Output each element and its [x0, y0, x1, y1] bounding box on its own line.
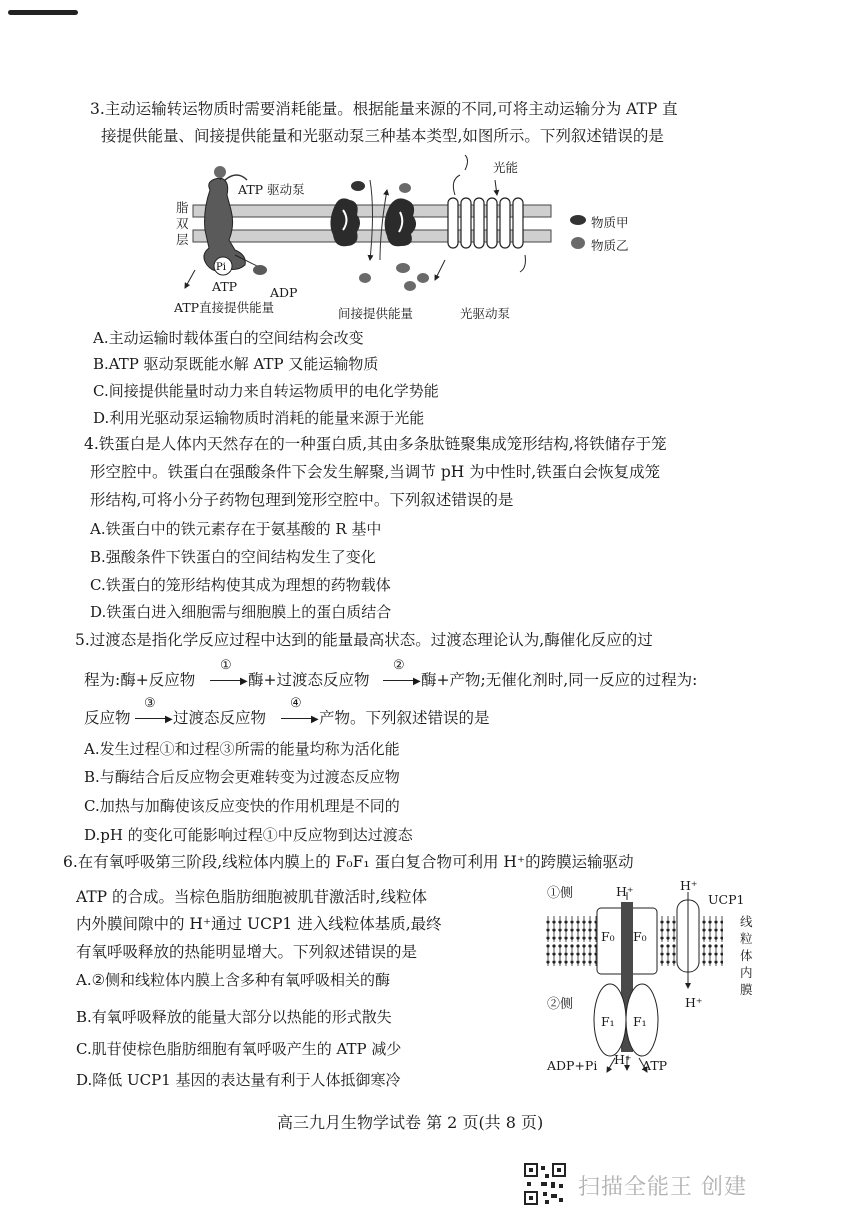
- atp-label: ATP: [212, 279, 238, 294]
- side-2-label: ②侧: [547, 997, 574, 1012]
- caption-direct: ATP直接提供能量: [174, 300, 275, 315]
- lipid-bilayer-char-2: 双: [176, 216, 189, 231]
- q5-option-d: D.pH 的变化可能影响过程①中反应物到达过渡态: [84, 826, 413, 844]
- proton-label-ucp1: H⁺: [680, 878, 698, 893]
- q6-stem-line1: 6.在有氧呼吸第三阶段,线粒体内膜上的 F₀F₁ 蛋白复合物可利用 H⁺的跨膜运输驱动: [63, 853, 634, 871]
- q5-enzyme-path-c: 酶+产物;无催化剂时,同一反应的过程为:: [421, 671, 698, 689]
- q4-stem-line1: 4.铁蛋白是人体内天然存在的一种蛋白质,其由多条肽链聚集成笼形结构,将铁储存于笼: [84, 435, 667, 453]
- exam-page: 3.主动运输转运物质时需要消耗能量。根据能量来源的不同,可将主动运输分为 ATP 直 接提供能量、间接提供能量和光驱动泵三种基本类型,如图所示。下列叙述错误的是 Pi ATP 驱动泵 光能 脂 双 层 ATP ADP ATP直接提供能量 间接提供能量 光驱动泵 物质甲 物质乙 A.主动运输时载体蛋白的空间结构会改变 B.ATP 驱动泵既能水解 ATP 又能运输物质 C.间接提供能量时动力来自转运物质甲的电化学势能 D.利用光驱动泵运输物质时消耗的能量来源于光能 4.铁蛋白是人体内天然存在的一种蛋白质,其由多条肽链聚集成笼形结构,将铁储存于笼 形空腔中。铁蛋白在强酸条件下会发生解聚,当调节 pH 为中性时,铁蛋白会恢复成笼 形结构,可将小分子药物包理到笼形空腔中。下列叙述错误的是 A.铁蛋白中的铁元素存在于氨基酸的 R 基中 B.强酸条件下铁蛋白的空间结构发生了变化 C.铁蛋白的笼形结构使其成为理想的药物载体 D.铁蛋白进入细胞需与细胞膜上的蛋白质结合 5.过渡态是指化学反应过程中达到的能量最高状态。过渡态理论认为,酶催化反应的过 程为:酶+反应物 ① ▶ 酶+过渡态反应物 ② ▶ 酶+产物;无催化剂时,同一反应的过程为: 反应物 ③ ▶ 过渡态反应物 ④ ▶ 产物。下列叙述错误的是 A.发生过程①和过程③所需的能量均称为活化能 B.与酶结合后反应物会更难转变为过渡态反应物 C.加热与加酶使该反应变快的作用机理是不同的 D.pH 的变化可能影响过程①中反应物到达过渡态 6.在有氧呼吸第三阶段,线粒体内膜上的 F₀F₁ 蛋白复合物可利用 H⁺的跨膜运输驱动 ATP 的合成。当棕色脂肪细胞被肌苷激活时,线粒体 内外膜间隙中的 H⁺通过 UCP1 进入线粒体基质,最终 有氧呼吸释放的热能明显增大。下列叙述错误的是 A.②侧和线粒体内膜上含多种有氧呼吸相关的酶 B.有氧呼吸释放的能量大部分以热能的形式散失 C.肌苷使棕色脂肪细胞有氧呼吸产生的 ATP 减少 D.降低 UCP1 基因的表达量有利于人体抵御寒冷 ①侧 ②侧 H⁺ H⁺ UCP1 H⁺ F₀ F₀ F₁ F₁ 线 粒 体 内 膜 ADP+Pi H⁺ ATP 高三九月生物学试卷 第 2 页(共 8 页) 扫描全能王 创建: [0, 0, 867, 1227]
- q5-enzyme-path-b: 酶+过渡态反应物: [248, 671, 370, 689]
- q6-stem-line3: 内外膜间隙中的 H⁺通过 UCP1 进入线粒体基质,最终: [76, 915, 442, 933]
- scanner-watermark: 扫描全能王 创建: [578, 1175, 747, 1200]
- legend-substance-b: 物质乙: [591, 238, 629, 253]
- q3-transport-figure: [165, 150, 685, 320]
- adp-pi-label: ADP+Pi: [547, 1058, 598, 1073]
- q5-option-a: A.发生过程①和过程③所需的能量均称为活化能: [84, 740, 400, 758]
- process-1-marker: ①: [220, 658, 232, 673]
- q6-option-a: A.②侧和线粒体内膜上含多种有氧呼吸相关的酶: [76, 971, 391, 989]
- membrane-char-3: 体: [740, 948, 753, 963]
- proton-label-matrix: H⁺: [685, 995, 703, 1010]
- atp-pump-label: ATP 驱动泵: [238, 182, 305, 197]
- q3-stem-line1: 3.主动运输转运物质时需要消耗能量。根据能量来源的不同,可将主动运输分为 ATP 直: [90, 100, 678, 118]
- side-1-label: ①侧: [547, 886, 574, 901]
- q5-uncatalyzed-c: 产物。下列叙述错误的是: [319, 709, 490, 727]
- q5-option-b: B.与酶结合后反应物会更难转变为过渡态反应物: [84, 768, 400, 786]
- caption-light-pump: 光驱动泵: [460, 306, 511, 321]
- atp-product-label: ATP: [642, 1058, 668, 1073]
- process-3-arrow: [135, 718, 169, 719]
- legend-substance-a: 物质甲: [591, 215, 629, 230]
- page-footer: 高三九月生物学试卷 第 2 页(共 8 页): [277, 1113, 544, 1132]
- f1-left-label: F₁: [601, 1014, 615, 1029]
- qr-code-icon: [523, 1162, 567, 1206]
- light-energy-label: 光能: [493, 160, 519, 175]
- q6-option-d: D.降低 UCP1 基因的表达量有利于人体抵御寒冷: [76, 1071, 401, 1089]
- q3-stem-line2: 接提供能量、间接提供能量和光驱动泵三种基本类型,如图所示。下列叙述错误的是: [101, 127, 664, 145]
- q6-option-c: C.肌苷使棕色脂肪细胞有氧呼吸产生的 ATP 减少: [76, 1040, 402, 1058]
- q6-stem-line2: ATP 的合成。当棕色脂肪细胞被肌苷激活时,线粒体: [76, 888, 427, 906]
- lipid-bilayer-char-1: 脂: [176, 200, 189, 215]
- f1-right-label: F₁: [633, 1014, 647, 1029]
- process-3-marker: ③: [144, 696, 156, 711]
- proton-label-bottom: H⁺: [614, 1052, 632, 1067]
- q5-option-c: C.加热与加酶使该反应变快的作用机理是不同的: [84, 797, 400, 815]
- membrane-char-5: 膜: [740, 982, 753, 997]
- process-2-arrow: [383, 680, 417, 681]
- q5-stem-line1: 5.过渡态是指化学反应过程中达到的能量最高状态。过渡态理论认为,酶催化反应的过: [75, 631, 653, 649]
- q6-mitochondria-figure: [545, 880, 755, 1080]
- q6-stem-line4: 有氧呼吸释放的热能明显增大。下列叙述错误的是: [76, 943, 418, 961]
- q4-stem-line2: 形空腔中。铁蛋白在强酸条件下会发生解聚,当调节 pH 为中性时,铁蛋白会恢复成笼: [90, 463, 661, 481]
- q3-option-c: C.间接提供能量时动力来自转运物质甲的电化学势能: [93, 382, 439, 400]
- q3-option-d: D.利用光驱动泵运输物质时消耗的能量来源于光能: [93, 409, 425, 427]
- proton-label-top: H⁺: [616, 884, 634, 899]
- lipid-bilayer-char-3: 层: [176, 232, 189, 247]
- caption-indirect: 间接提供能量: [338, 306, 414, 321]
- process-4-marker: ④: [290, 696, 302, 711]
- process-4-arrow: [281, 718, 315, 719]
- q4-option-c: C.铁蛋白的笼形结构使其成为理想的药物载体: [90, 576, 391, 594]
- q4-option-d: D.铁蛋白进入细胞需与细胞膜上的蛋白质结合: [90, 603, 392, 621]
- q4-option-a: A.铁蛋白中的铁元素存在于氨基酸的 R 基中: [90, 520, 382, 538]
- membrane-char-2: 粒: [740, 931, 753, 946]
- q4-option-b: B.强酸条件下铁蛋白的空间结构发生了变化: [90, 548, 376, 566]
- process-2-marker: ②: [393, 658, 405, 673]
- scan-edge-mark: [8, 10, 78, 15]
- membrane-char-1: 线: [740, 914, 753, 929]
- q5-uncatalyzed-b: 过渡态反应物: [173, 709, 267, 727]
- adp-label: ADP: [270, 285, 298, 300]
- q5-uncatalyzed-a: 反应物: [84, 709, 131, 727]
- membrane-char-4: 内: [740, 965, 753, 980]
- f0-right-label: F₀: [633, 929, 647, 944]
- svg-text:Pi: Pi: [216, 262, 226, 273]
- q6-option-b: B.有氧呼吸释放的能量大部分以热能的形式散失: [76, 1008, 392, 1026]
- q3-option-b: B.ATP 驱动泵既能水解 ATP 又能运输物质: [93, 355, 379, 373]
- q3-option-a: A.主动运输时载体蛋白的空间结构会改变: [93, 329, 364, 347]
- f0-left-label: F₀: [601, 929, 615, 944]
- ucp1-label: UCP1: [708, 892, 745, 907]
- process-1-arrow: [210, 680, 244, 681]
- indirect-carrier-left: [330, 198, 360, 246]
- q5-enzyme-path-a: 程为:酶+反应物: [84, 671, 196, 689]
- q4-stem-line3: 形结构,可将小分子药物包理到笼形空腔中。下列叙述错误的是: [90, 491, 514, 509]
